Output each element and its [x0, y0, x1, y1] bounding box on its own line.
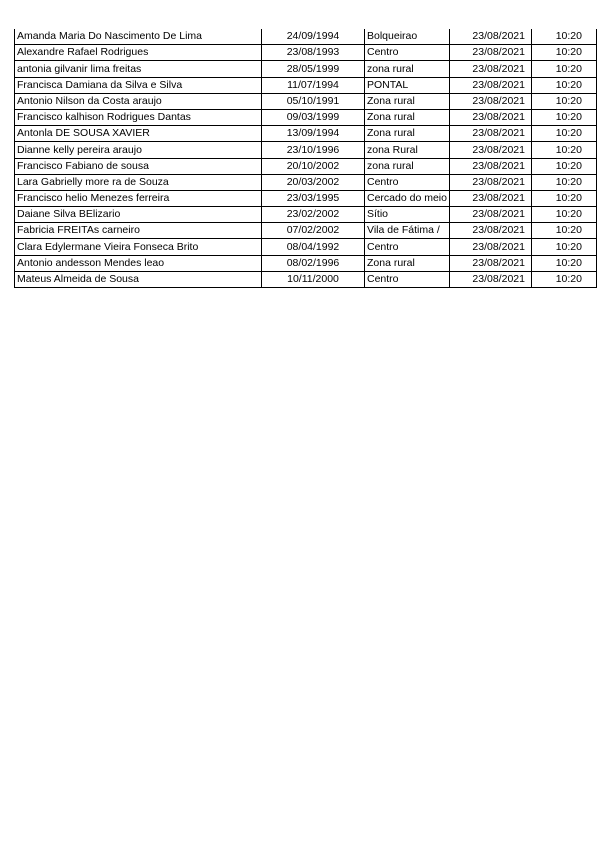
registration-time-cell: 10:20 — [531, 174, 596, 190]
person-name-cell: Amanda Maria Do Nascimento De Lima — [15, 29, 262, 45]
birth-date-cell: 23/10/1996 — [262, 142, 365, 158]
location-cell: zona rural — [365, 158, 450, 174]
table-row — [15, 93, 597, 109]
location-cell: zona rural — [365, 61, 450, 77]
birth-date-cell: 10/11/2000 — [262, 271, 365, 287]
registration-date-cell: 23/08/2021 — [449, 45, 531, 61]
person-name-cell: Daiane Silva BElizario — [15, 207, 262, 223]
registration-date-cell: 23/08/2021 — [449, 109, 531, 125]
location-cell: Sítio — [365, 207, 450, 223]
registration-time-cell: 10:20 — [531, 142, 596, 158]
birth-date-cell: 08/04/1992 — [262, 239, 365, 255]
location-cell: Zona rural — [365, 126, 450, 142]
birth-date-cell: 07/02/2002 — [262, 223, 365, 239]
birth-date-cell: 20/03/2002 — [262, 174, 365, 190]
registration-date-cell: 23/08/2021 — [449, 77, 531, 93]
registration-time-cell: 10:20 — [531, 61, 596, 77]
location-cell: Zona rural — [365, 255, 450, 271]
person-name-cell: Lara Gabrielly more ra de Souza — [15, 174, 262, 190]
registration-date-cell: 23/08/2021 — [449, 190, 531, 206]
location-cell: PONTAL — [365, 77, 450, 93]
location-cell: Centro — [365, 239, 450, 255]
registration-time-cell: 10:20 — [531, 207, 596, 223]
person-name-cell: Mateus Almeida de Sousa — [15, 271, 262, 287]
table-row — [15, 45, 597, 61]
person-name-cell: Fabricia FREITAs carneiro — [15, 223, 262, 239]
registration-date-cell: 23/08/2021 — [449, 255, 531, 271]
registration-date-cell: 23/08/2021 — [449, 93, 531, 109]
location-cell: zona Rural — [365, 142, 450, 158]
registration-date-cell: 23/08/2021 — [449, 142, 531, 158]
registration-time-cell: 10:20 — [531, 29, 596, 45]
person-name-cell: Antonla DE SOUSA XAVIER — [15, 126, 262, 142]
location-cell: Centro — [365, 271, 450, 287]
registration-time-cell: 10:20 — [531, 190, 596, 206]
birth-date-cell: 20/10/2002 — [262, 158, 365, 174]
person-name-cell: Antonio andesson Mendes leao — [15, 255, 262, 271]
table-row — [15, 239, 597, 255]
person-name-cell: Alexandre Rafael Rodrigues — [15, 45, 262, 61]
birth-date-cell: 24/09/1994 — [262, 29, 365, 45]
birth-date-cell: 09/03/1999 — [262, 109, 365, 125]
registration-time-cell: 10:20 — [531, 158, 596, 174]
table-row — [15, 109, 597, 125]
location-cell: Bolqueirao — [365, 29, 450, 45]
birth-date-cell: 11/07/1994 — [262, 77, 365, 93]
table-row — [15, 126, 597, 142]
table-row — [15, 255, 597, 271]
birth-date-cell: 23/02/2002 — [262, 207, 365, 223]
table-body — [15, 29, 597, 288]
birth-date-cell: 23/08/1993 — [262, 45, 365, 61]
birth-date-cell: 05/10/1991 — [262, 93, 365, 109]
table-row — [15, 271, 597, 287]
location-cell: Centro — [365, 174, 450, 190]
registration-time-cell: 10:20 — [531, 223, 596, 239]
registration-time-cell: 10:20 — [531, 255, 596, 271]
person-name-cell: Francisco Fabiano de sousa — [15, 158, 262, 174]
registration-time-cell: 10:20 — [531, 126, 596, 142]
birth-date-cell: 13/09/1994 — [262, 126, 365, 142]
person-name-cell: Francisco kalhison Rodrigues Dantas — [15, 109, 262, 125]
table-row — [15, 61, 597, 77]
registration-date-cell: 23/08/2021 — [449, 223, 531, 239]
person-name-cell: antonia gilvanir lima freitas — [15, 61, 262, 77]
location-cell: Cercado do meio — [365, 190, 450, 206]
table-row — [15, 223, 597, 239]
person-name-cell: Clara Edylermane Vieira Fonseca Brito — [15, 239, 262, 255]
registration-date-cell: 23/08/2021 — [449, 61, 531, 77]
registration-date-cell: 23/08/2021 — [449, 207, 531, 223]
registration-table — [14, 29, 597, 288]
registration-time-cell: 10:20 — [531, 77, 596, 93]
registration-date-cell: 23/08/2021 — [449, 126, 531, 142]
registration-date-cell: 23/08/2021 — [449, 174, 531, 190]
registration-date-cell: 23/08/2021 — [449, 239, 531, 255]
birth-date-cell: 28/05/1999 — [262, 61, 365, 77]
birth-date-cell: 23/03/1995 — [262, 190, 365, 206]
registration-time-cell: 10:20 — [531, 271, 596, 287]
table-row — [15, 142, 597, 158]
location-cell: Centro — [365, 45, 450, 61]
table-row — [15, 77, 597, 93]
registration-time-cell: 10:20 — [531, 93, 596, 109]
birth-date-cell: 08/02/1996 — [262, 255, 365, 271]
table-row — [15, 158, 597, 174]
registration-time-cell: 10:20 — [531, 109, 596, 125]
location-cell: Zona rural — [365, 93, 450, 109]
table-row — [15, 190, 597, 206]
location-cell: Vila de Fátima / — [365, 223, 450, 239]
registration-time-cell: 10:20 — [531, 239, 596, 255]
table-row — [15, 29, 597, 45]
registration-time-cell: 10:20 — [531, 45, 596, 61]
table-row — [15, 207, 597, 223]
registration-date-cell: 23/08/2021 — [449, 29, 531, 45]
location-cell: Zona rural — [365, 109, 450, 125]
registration-date-cell: 23/08/2021 — [449, 271, 531, 287]
person-name-cell: Francisco helio Menezes ferreira — [15, 190, 262, 206]
registration-date-cell: 23/08/2021 — [449, 158, 531, 174]
person-name-cell: Francisca Damiana da Silva e Silva — [15, 77, 262, 93]
person-name-cell: Dianne kelly pereira araujo — [15, 142, 262, 158]
table-row — [15, 174, 597, 190]
person-name-cell: Antonio Nilson da Costa araujo — [15, 93, 262, 109]
